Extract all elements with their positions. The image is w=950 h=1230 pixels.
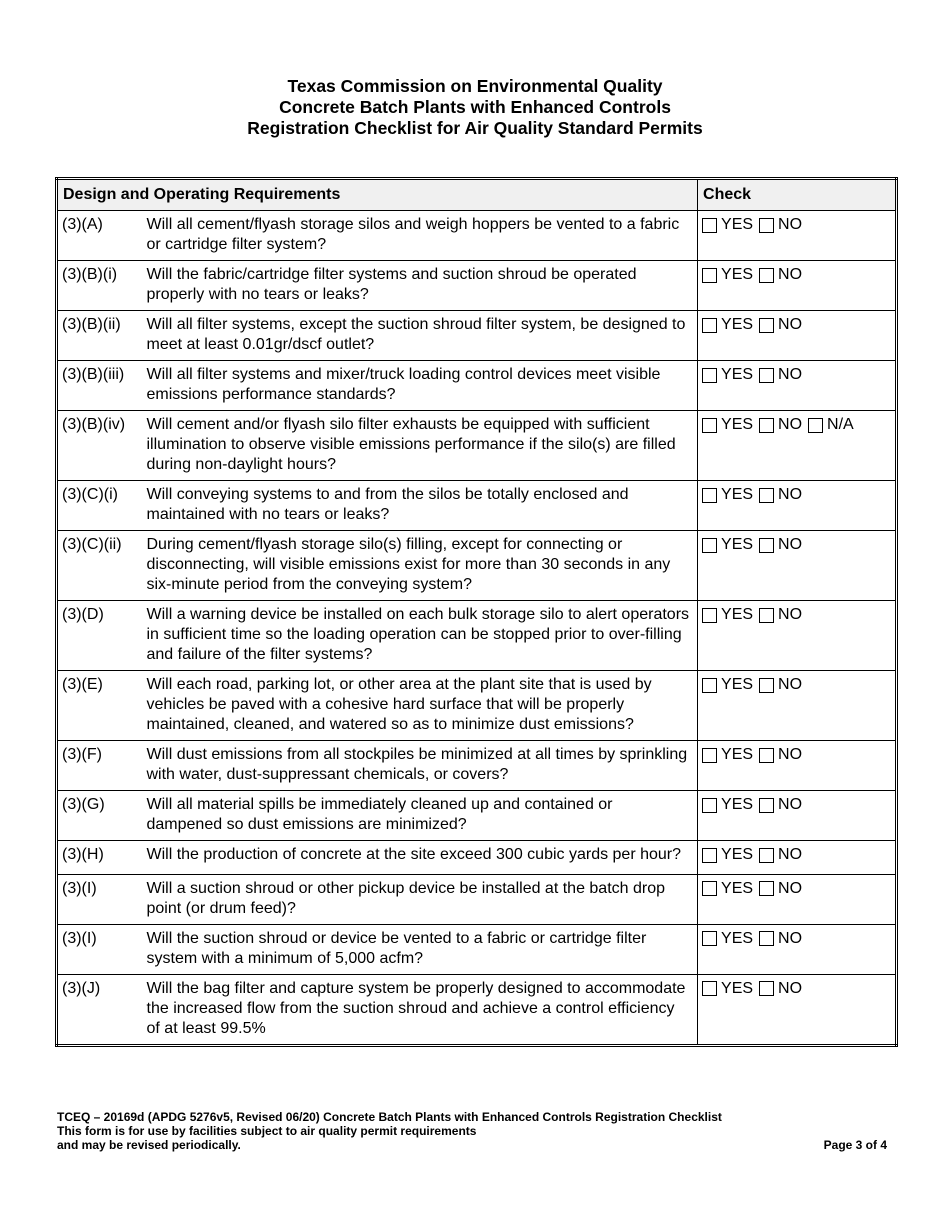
check-option-no[interactable] [759,365,802,385]
checkbox-label: NO [778,746,803,763]
checkbox-label: YES [721,676,754,693]
checkbox-yes[interactable] [702,678,717,693]
requirement-ref: (3)(J) [57,974,143,1045]
checkbox-label: NO [778,316,803,333]
checkbox-label: YES [721,366,754,383]
checkbox-no[interactable] [759,488,774,503]
requirement-ref: (3)(E) [57,671,143,741]
form-id-line: TCEQ – 20169d (APDG 5276v5, Revised 06/20) Concrete Batch Plants with Enhanced Controls Registration Checklist [57,1110,722,1124]
checkbox-label: YES [721,929,754,947]
requirement-ref: (3)(I) [57,924,143,974]
check-option-yes[interactable] [702,485,753,505]
check-option-yes[interactable] [702,605,753,625]
check-option-yes[interactable] [702,745,753,765]
checkbox-label: YES [721,416,754,433]
table-row [57,974,897,1045]
check-option-no[interactable] [759,265,802,285]
requirement-ref: (3)(G) [57,791,143,841]
checkbox-label: NO [778,676,803,693]
checkbox-label: NO [778,929,803,947]
check-cell [698,924,897,974]
checkbox-no[interactable] [759,218,774,233]
requirement-question: Will cement and/or flyash silo filter exhausts be equipped with sufficient illumination to observe visible emissions performance if the silo(s) are filled during non-daylight hours? [143,411,698,481]
requirement-question: Will the fabric/cartridge filter systems and suction shroud be operated properly with no tears or leaks? [143,261,698,311]
check-option-yes[interactable] [702,415,753,435]
checkbox-label: YES [721,486,754,503]
requirement-question: Will a suction shroud or other pickup device be installed at the batch drop point (or drum feed)? [143,874,698,924]
check-option-no[interactable] [759,315,802,335]
requirement-ref: (3)(I) [57,874,143,924]
requirement-ref: (3)(B)(iii) [57,361,143,411]
checkbox-no[interactable] [759,418,774,433]
checkbox-label: N/A [827,416,854,433]
usage-note-line1: This form is for use by facilities subject to air quality permit requirements [57,1124,477,1138]
table-row [57,261,897,311]
table-row [57,791,897,841]
checkbox-label: YES [721,536,754,553]
checkbox-yes[interactable] [702,318,717,333]
requirement-ref: (3)(B)(iv) [57,411,143,481]
checkbox-yes[interactable] [702,368,717,383]
table-body [57,211,897,1046]
requirements-column-header: Design and Operating Requirements [57,179,698,211]
check-option-no[interactable] [759,795,802,815]
requirement-question: Will all cement/flyash storage silos and weigh hoppers be vented to a fabric or cartridge filter system? [143,211,698,261]
checkbox-yes[interactable] [702,748,717,763]
page-footer [57,1110,887,1152]
check-option-no[interactable] [759,485,802,505]
requirement-ref: (3)(H) [57,841,143,875]
form-subtitle: Registration Checklist for Air Quality Standard Permits [247,118,703,138]
check-option-no[interactable] [759,845,802,865]
check-option-no[interactable] [759,929,802,949]
check-option-yes[interactable] [702,535,753,555]
requirement-question: Will the suction shroud or device be vented to a fabric or cartridge filter system with a minimum of 5,000 acfm? [143,924,698,974]
page-number: Page 3 of 4 [823,1138,887,1152]
table-row [57,874,897,924]
table-row [57,531,897,601]
table-row [57,924,897,974]
checkbox-label: NO [778,796,803,813]
checkbox-label: YES [721,846,754,863]
check-cell [698,874,897,924]
agency-title: Texas Commission on Environmental Quality [287,76,663,96]
checkbox-no[interactable] [759,538,774,553]
check-cell [698,974,897,1045]
check-cell [698,531,897,601]
checkbox-label: NO [778,486,803,503]
requirement-question: Will dust emissions from all stockpiles be minimized at all times by sprinkling with water, dust-suppressant chemicals, or covers? [143,741,698,791]
checkbox-yes[interactable] [702,931,717,946]
checkbox-label: YES [721,879,754,897]
requirement-ref: (3)(B)(ii) [57,311,143,361]
checkbox-no[interactable] [759,318,774,333]
checkbox-label: NO [778,846,803,863]
check-option-yes[interactable] [702,929,753,949]
checkbox-yes[interactable] [702,848,717,863]
check-option-yes[interactable] [702,845,753,865]
check-option-yes[interactable] [702,315,753,335]
table-row [57,671,897,741]
check-cell [698,211,897,261]
checkbox-label: NO [778,979,803,997]
check-cell [698,481,897,531]
requirement-question: Will all filter systems and mixer/truck loading control devices meet visible emissions performance standards? [143,361,698,411]
checkbox-no[interactable] [759,848,774,863]
checkbox-yes[interactable] [702,881,717,896]
checkbox-label: NO [778,879,803,897]
checkbox-label: YES [721,216,754,233]
requirement-question: Will all filter systems, except the suction shroud filter system, be designed to meet at least 0.01gr/dscf outlet? [143,311,698,361]
check-option-yes[interactable] [702,879,753,899]
table-row [57,841,897,875]
check-option-yes[interactable] [702,979,753,999]
checkbox-no[interactable] [759,268,774,283]
table-row [57,411,897,481]
check-option-yes[interactable] [702,675,753,695]
check-cell [698,671,897,741]
table-row [57,601,897,671]
checkbox-no[interactable] [759,608,774,623]
check-cell [698,601,897,671]
checkbox-label: YES [721,796,754,813]
checkbox-yes[interactable] [702,981,717,996]
requirement-ref: (3)(C)(ii) [57,531,143,601]
check-option-no[interactable] [759,979,802,999]
requirement-ref: (3)(B)(i) [57,261,143,311]
checkbox-no[interactable] [759,981,774,996]
table-header-row [57,179,897,211]
requirement-question: Will a warning device be installed on each bulk storage silo to alert operators in sufficient time so the loading operation can be stopped prior to over-filling and failure of the filter systems? [143,601,698,671]
checkbox-label: NO [778,536,803,553]
check-column-header: Check [698,179,897,211]
checkbox-na[interactable] [808,418,823,433]
checkbox-yes[interactable] [702,488,717,503]
check-option-yes[interactable] [702,215,753,235]
checkbox-no[interactable] [759,931,774,946]
requirement-question: Will conveying systems to and from the silos be totally enclosed and maintained with no tears or leaks? [143,481,698,531]
table-row [57,361,897,411]
requirement-question: During cement/flyash storage silo(s) filling, except for connecting or disconnecting, will visible emissions exist for more than 30 seconds in any six-minute period from the conveying system? [143,531,698,601]
checkbox-label: YES [721,316,754,333]
check-cell [698,741,897,791]
check-cell [698,361,897,411]
table-row [57,311,897,361]
checkbox-label: NO [778,416,803,433]
table-row [57,741,897,791]
check-option-no[interactable] [759,675,802,695]
checkbox-no[interactable] [759,368,774,383]
check-option-no[interactable] [759,415,802,435]
requirement-question: Will the bag filter and capture system be properly designed to accommodate the increased flow from the suction shroud and achieve a control efficiency of at least 99.5% [143,974,698,1045]
checkbox-label: YES [721,266,754,283]
check-cell [698,261,897,311]
form-title: Concrete Batch Plants with Enhanced Controls [279,97,671,117]
requirement-question: Will the production of concrete at the site exceed 300 cubic yards per hour? [143,841,698,875]
checkbox-label: NO [778,216,803,233]
requirement-ref: (3)(C)(i) [57,481,143,531]
check-option-yes[interactable] [702,365,753,385]
requirement-ref: (3)(D) [57,601,143,671]
table-row [57,481,897,531]
checkbox-label: NO [778,266,803,283]
checkbox-yes[interactable] [702,538,717,553]
table-row [57,211,897,261]
requirements-table [55,177,898,1047]
checkbox-label: YES [721,606,754,623]
check-option-na[interactable] [808,415,854,435]
checkbox-yes[interactable] [702,608,717,623]
check-option-no[interactable] [759,879,802,899]
checkbox-label: NO [778,606,803,623]
requirement-ref: (3)(F) [57,741,143,791]
requirement-question: Will all material spills be immediately cleaned up and contained or dampened so dust emissions are minimized? [143,791,698,841]
check-option-no[interactable] [759,535,802,555]
checkbox-yes[interactable] [702,418,717,433]
checkbox-yes[interactable] [702,798,717,813]
requirement-question: Will each road, parking lot, or other area at the plant site that is used by vehicles be paved with a cohesive hard surface that will be properly maintained, cleaned, and watered so as to minimize dust emissions? [143,671,698,741]
checkbox-yes[interactable] [702,268,717,283]
checkbox-no[interactable] [759,881,774,896]
check-option-yes[interactable] [702,795,753,815]
checkbox-no[interactable] [759,748,774,763]
check-cell [698,841,897,875]
check-option-no[interactable] [759,215,802,235]
usage-note-line2: and may be revised periodically. [57,1138,241,1152]
checkbox-label: YES [721,746,754,763]
check-option-no[interactable] [759,745,802,765]
check-cell [698,791,897,841]
checkbox-label: YES [721,979,754,997]
checkbox-no[interactable] [759,798,774,813]
checkbox-no[interactable] [759,678,774,693]
check-option-yes[interactable] [702,265,753,285]
check-cell [698,311,897,361]
checkbox-label: NO [778,366,803,383]
checkbox-yes[interactable] [702,218,717,233]
check-option-no[interactable] [759,605,802,625]
requirement-ref: (3)(A) [57,211,143,261]
check-cell [698,411,897,481]
document-header [0,76,950,139]
